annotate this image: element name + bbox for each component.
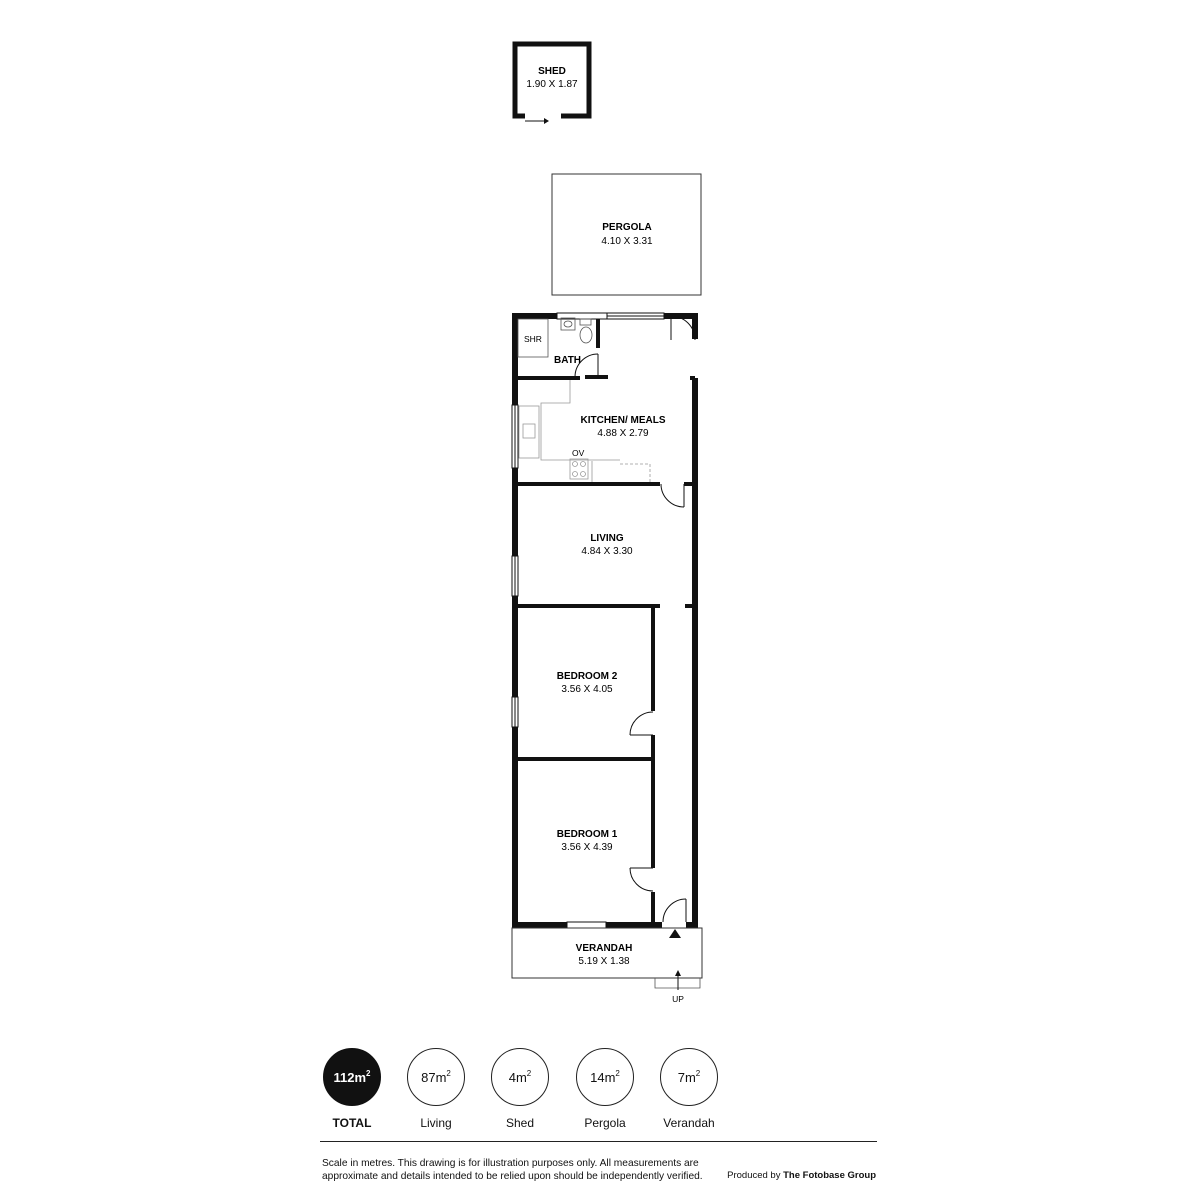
area-shed-label: Shed	[505, 1116, 535, 1130]
pergola-name: PERGOLA	[602, 222, 652, 233]
verandah-name: VERANDAH	[575, 943, 633, 954]
area-unit-sup: 2	[615, 1068, 620, 1078]
area-pergola-value: 14m	[590, 1069, 616, 1085]
area-pergola	[575, 1048, 635, 1130]
area-unit-sup: 2	[366, 1068, 371, 1078]
area-verandah-value: 7m	[677, 1069, 696, 1085]
area-living-circle	[407, 1048, 465, 1106]
bath-name: BATH	[554, 355, 582, 366]
up-label: UP	[672, 994, 684, 1004]
oven-label: OV	[572, 448, 585, 458]
area-unit-sup: 2	[526, 1068, 532, 1078]
area-unit-sup: 2	[695, 1068, 701, 1078]
area-living-label: Living	[420, 1116, 452, 1130]
verandah	[512, 928, 702, 1004]
pergola	[552, 174, 701, 295]
bedroom2-name: BEDROOM 2	[556, 671, 618, 682]
area-verandah-circle	[660, 1048, 718, 1106]
area-living-value: 87m	[421, 1069, 447, 1085]
area-unit-sup: 2	[446, 1068, 451, 1078]
kitchen-name: KITCHEN/ MEALS	[580, 415, 666, 426]
kitchen-dims: 4.88 X 2.79	[597, 428, 649, 439]
credit-company: The Fotobase Group	[783, 1170, 876, 1181]
shed-dims: 1.90 X 1.87	[526, 79, 578, 90]
shed-name: SHED	[538, 66, 566, 77]
area-verandah-label: Verandah	[663, 1116, 715, 1130]
credit-prefix: Produced by	[727, 1170, 781, 1181]
area-total-value: 112m	[333, 1069, 367, 1085]
living-dims: 4.84 X 3.30	[581, 546, 633, 557]
bedroom1-name: BEDROOM 1	[556, 829, 618, 840]
verandah-dims: 5.19 X 1.38	[578, 956, 630, 967]
area-total-label: TOTAL	[332, 1116, 372, 1130]
shower-label: SHR	[524, 334, 542, 344]
credit	[727, 1170, 876, 1181]
bedroom1-dims: 3.56 X 4.39	[561, 842, 613, 853]
area-shed	[490, 1048, 550, 1130]
area-summary	[0, 1048, 1200, 1138]
area-total-circle	[323, 1048, 381, 1106]
area-total	[322, 1048, 382, 1130]
area-pergola-label: Pergola	[584, 1116, 626, 1130]
area-living	[406, 1048, 466, 1130]
footer-divider	[320, 1141, 877, 1142]
bedroom2-dims: 3.56 X 4.05	[561, 684, 613, 695]
shed	[515, 44, 589, 124]
pergola-dims: 4.10 X 3.31	[601, 236, 653, 247]
disclaimer: Scale in metres. This drawing is for illustration purposes only. All measurements are approximate and details intended to be relied upon should be independently verified.	[322, 1158, 703, 1182]
living-name: LIVING	[590, 533, 624, 544]
area-shed-value: 4m	[508, 1069, 527, 1085]
area-shed-circle	[491, 1048, 549, 1106]
area-pergola-circle	[576, 1048, 634, 1106]
area-verandah	[659, 1048, 719, 1130]
